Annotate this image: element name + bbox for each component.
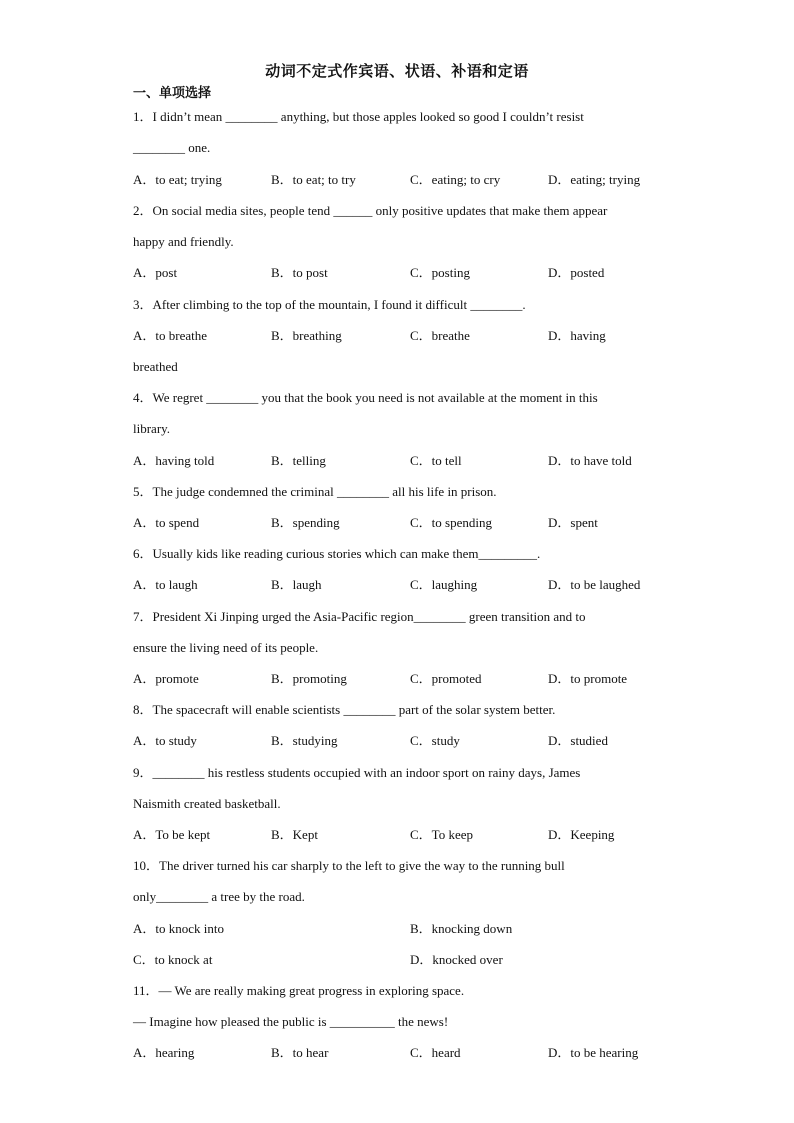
q8-option-d: D．studied bbox=[548, 733, 608, 748]
q4-option-b: B．telling bbox=[271, 453, 326, 468]
q7-option-d: D．to promote bbox=[548, 671, 628, 686]
q1-option-d: D．eating; trying bbox=[548, 172, 641, 187]
q3-option-d-cont: breathed bbox=[133, 359, 178, 374]
question-5-stem: 5．The judge condemned the criminal ________ all his life in prison. bbox=[133, 484, 497, 499]
q2-option-a: A．post bbox=[133, 265, 178, 280]
q5-option-d: D．spent bbox=[548, 515, 598, 530]
q4-option-d: D．to have told bbox=[548, 453, 632, 468]
q2-option-d: D．posted bbox=[548, 265, 605, 280]
q3-option-d: D．having bbox=[548, 328, 606, 343]
q10-option-d: D．knocked over bbox=[410, 952, 503, 967]
q10-option-c: C．to knock at bbox=[133, 952, 213, 967]
q5-option-a: A．to spend bbox=[133, 515, 200, 530]
q2-option-c: C．posting bbox=[410, 265, 470, 280]
question-4-stem-cont: library. bbox=[133, 421, 171, 436]
q6-option-b: B．laugh bbox=[271, 577, 322, 592]
question-4-stem: 4．We regret ________ you that the book you need is not available at the moment in this bbox=[133, 390, 598, 405]
question-1-stem: 1．I didn’t mean ________ anything, but those apples looked so good I couldn’t resist bbox=[133, 109, 584, 124]
q9-option-d: D．Keeping bbox=[548, 827, 615, 842]
q8-option-c: C．study bbox=[410, 733, 460, 748]
q3-option-a: A．to breathe bbox=[133, 328, 208, 343]
q7-option-c: C．promoted bbox=[410, 671, 482, 686]
page-title: 动词不定式作宾语、状语、补语和定语 bbox=[265, 64, 529, 80]
question-10-stem: 10．The driver turned his car sharply to the left to give the way to the running bull bbox=[133, 858, 565, 873]
q6-option-c: C．laughing bbox=[410, 577, 478, 592]
q11-option-b: B．to hear bbox=[271, 1045, 329, 1060]
question-9-stem: 9．________ his restless students occupied with an indoor sport on rainy days, James bbox=[133, 765, 581, 780]
q2-option-b: B．to post bbox=[271, 265, 328, 280]
section-heading: 一、单项选择 bbox=[133, 85, 212, 100]
q11-option-a: A．hearing bbox=[133, 1045, 195, 1060]
q8-option-b: B．studying bbox=[271, 733, 338, 748]
question-7-stem: 7．President Xi Jinping urged the Asia-Pacific region________ green transition and to bbox=[133, 609, 586, 624]
question-2-stem-cont: happy and friendly. bbox=[133, 234, 234, 249]
q3-option-b: B．breathing bbox=[271, 328, 342, 343]
question-6-stem: 6．Usually kids like reading curious stories which can make them_________. bbox=[133, 546, 541, 561]
q11-option-c: C．heard bbox=[410, 1045, 461, 1060]
q8-option-a: A．to study bbox=[133, 733, 197, 748]
q9-option-a: A．To be kept bbox=[133, 827, 211, 842]
q1-option-b: B．to eat; to try bbox=[271, 172, 356, 187]
question-7-stem-cont: ensure the living need of its people. bbox=[133, 640, 319, 655]
question-8-stem: 8．The spacecraft will enable scientists ________ part of the solar system better. bbox=[133, 702, 556, 717]
q5-option-c: C．to spending bbox=[410, 515, 492, 530]
q9-option-c: C．To keep bbox=[410, 827, 473, 842]
question-11-stem: 11．— We are really making great progress in exploring space. bbox=[133, 983, 465, 998]
question-9-stem-cont: Naismith created basketball. bbox=[133, 796, 281, 811]
question-1-stem-cont: ________ one. bbox=[133, 140, 211, 155]
q4-option-c: C．to tell bbox=[410, 453, 462, 468]
q5-option-b: B．spending bbox=[271, 515, 340, 530]
q1-option-c: C．eating; to cry bbox=[410, 172, 501, 187]
q6-option-a: A．to laugh bbox=[133, 577, 198, 592]
question-2-stem: 2．On social media sites, people tend ______ only positive updates that make them appear bbox=[133, 203, 608, 218]
q10-option-a: A．to knock into bbox=[133, 921, 224, 936]
question-10-stem-cont: only________ a tree by the road. bbox=[133, 889, 305, 904]
question-11-stem-cont: — Imagine how pleased the public is __________ the news! bbox=[133, 1014, 449, 1029]
q10-option-b: B．knocking down bbox=[410, 921, 513, 936]
q3-option-c: C．breathe bbox=[410, 328, 470, 343]
q7-option-b: B．promoting bbox=[271, 671, 347, 686]
q7-option-a: A．promote bbox=[133, 671, 199, 686]
q9-option-b: B．Kept bbox=[271, 827, 318, 842]
q4-option-a: A．having told bbox=[133, 453, 215, 468]
q11-option-d: D．to be hearing bbox=[548, 1045, 639, 1060]
q1-option-a: A．to eat; trying bbox=[133, 172, 222, 187]
question-3-stem: 3．After climbing to the top of the mountain, I found it difficult ________. bbox=[133, 297, 526, 312]
q6-option-d: D．to be laughed bbox=[548, 577, 641, 592]
